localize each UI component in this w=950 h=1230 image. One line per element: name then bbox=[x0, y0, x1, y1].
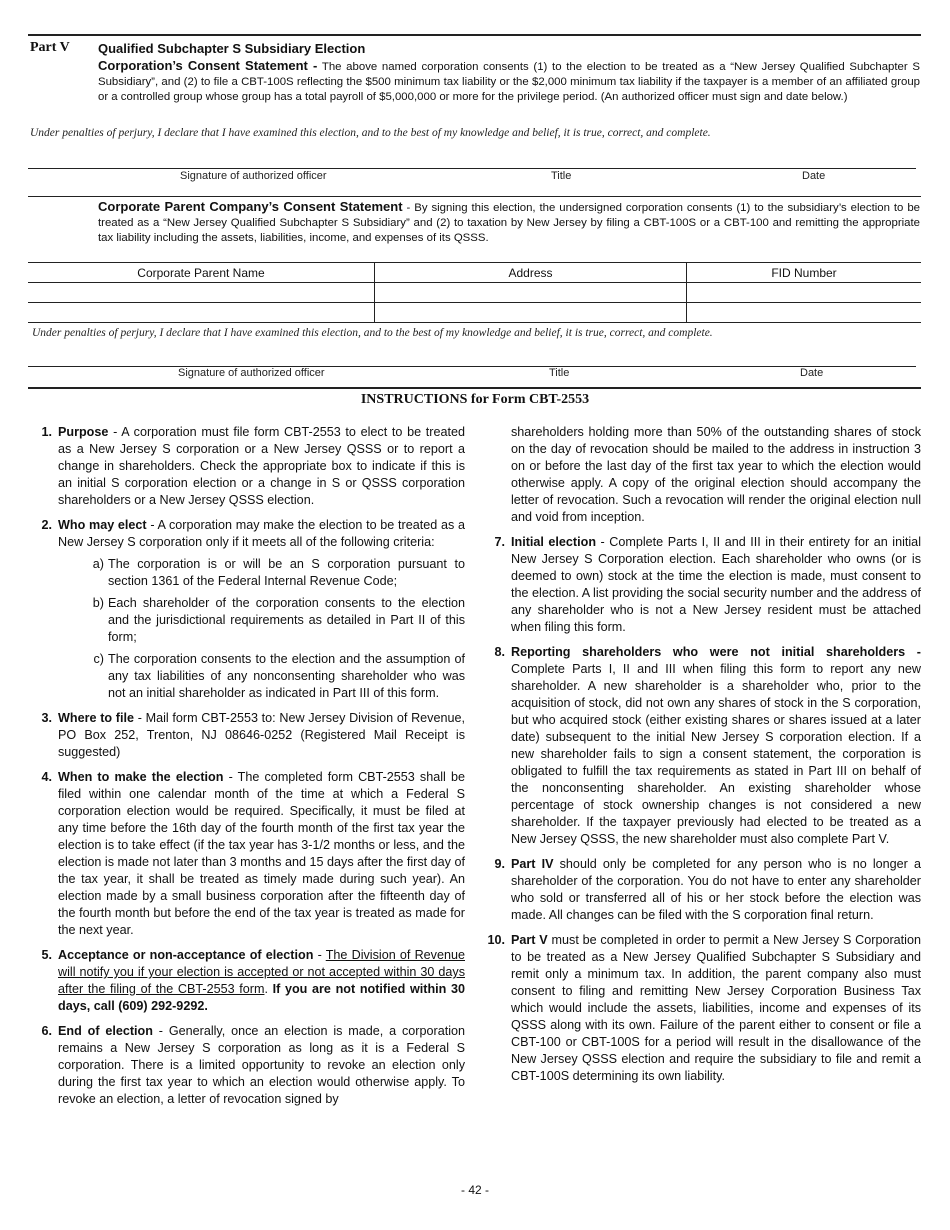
instructions-right-column bbox=[485, 424, 921, 1093]
parent-consent-heading: Corporate Parent Company’s Consent Statement bbox=[98, 199, 403, 214]
col-address: Address bbox=[375, 263, 687, 283]
parent-name-field[interactable] bbox=[28, 303, 375, 323]
signature-line-2[interactable] bbox=[28, 366, 916, 367]
instruction-number: 3. bbox=[41, 711, 52, 725]
signature-officer-label-1: Signature of authorized officer bbox=[180, 170, 327, 182]
instruction-3 bbox=[32, 710, 465, 761]
instruction-lead: Initial election bbox=[511, 535, 597, 549]
instruction-dash: - bbox=[313, 948, 326, 962]
parent-consent-statement bbox=[98, 199, 920, 246]
instruction-6 bbox=[32, 1023, 465, 1108]
instruction-text: - Generally, once an election is made, a corporation remains a New Jersey S corporation as long as it is a Federal S corporation. There is a limited opportunity to revoke an election only during the first tax year to which an election would otherwise apply. To revoke an election, a letter of revocation signed by bbox=[58, 1024, 465, 1106]
criteria-a bbox=[74, 556, 465, 590]
title-label-2: Title bbox=[549, 367, 570, 379]
instruction-text: - A corporation must file form CBT-2553 to elect to be treated as a New Jersey S corporation or a New Jersey QSSS or to report a change in shareholders. Check the appropriate box to indicate if this is an initial S corporation election or a change in S or QSSS corporation shareholders or a New Jersey QSSS election. bbox=[58, 425, 465, 507]
instruction-lead: Part V bbox=[511, 933, 548, 947]
instructions-title: INSTRUCTIONS for Form CBT-2553 bbox=[360, 392, 590, 407]
criteria-text: The corporation is or will be an S corporation pursuant to section 1361 of the Federal Internal Revenue Code; bbox=[108, 557, 465, 588]
fid-number-field[interactable] bbox=[687, 303, 922, 323]
corporation-consent-heading: Corporation’s Consent Statement - bbox=[98, 58, 318, 73]
parent-name-field[interactable] bbox=[28, 283, 375, 303]
corporation-consent-statement bbox=[98, 58, 920, 105]
criteria-text: Each shareholder of the corporation consents to the election and the jurisdictional requirements as detailed in Part II of this form; bbox=[108, 596, 465, 644]
instruction-number: 10. bbox=[487, 933, 505, 947]
instruction-number: 4. bbox=[41, 770, 52, 784]
instruction-1 bbox=[32, 424, 465, 509]
criteria-b bbox=[74, 595, 465, 646]
parent-consent-text: - By signing this election, the undersigned corporation consents (1) to the subsidiary’s election to be treated as a “New Jersey Qualified Subchapter S Subsidiary” and (2) to taxation by New Jersey by filing a CBT-100S or a CBT-100 and remitting the appropriate tax liability including the assets, liabilities, income, and expenses of its QSSS. bbox=[98, 202, 920, 244]
instructions-top-rule bbox=[28, 387, 921, 389]
instruction-4 bbox=[32, 769, 465, 939]
col-corporate-parent-name: Corporate Parent Name bbox=[28, 263, 375, 283]
instruction-text: should only be completed for any person who is no longer a shareholder of the corporation. You do not have to enter any shareholder who sold or transferred all of his or her stock before the election was made. All changes can be filed with the S corporation final return. bbox=[511, 857, 921, 922]
instruction-10 bbox=[485, 932, 921, 1085]
criteria-c bbox=[74, 651, 465, 702]
criteria-text: The corporation consents to the election and the assumption of any tax liabilities of any nonconsenting shareholder who was not an initial shareholder as indicated in Part III of this form. bbox=[108, 652, 465, 700]
instruction-lead: Who may elect bbox=[58, 518, 147, 532]
instruction-text: - A corporation may make the election to be treated as a New Jersey S corporation only if it meets all of the following criteria: bbox=[58, 518, 465, 549]
title-label-1: Title bbox=[551, 170, 572, 182]
address-field[interactable] bbox=[375, 303, 687, 323]
instruction-7 bbox=[485, 534, 921, 636]
instruction-number: 9. bbox=[494, 857, 505, 871]
table-header-row bbox=[28, 263, 921, 283]
date-label-2: Date bbox=[800, 367, 824, 379]
top-rule bbox=[28, 34, 921, 36]
instruction-text: Complete Parts I, II and III when filing this form to report any new shareholder. A new shareholder is a shareholder who, prior to the acquisition of stock, did not own any shares of stock in the S corporation, but who acquired stock (either existing shares or shares issued at a later date) subsequent to the initial New Jersey S corporation election. If a new shareholder fails to sign a consent statement, the corporation is obligated to fulfill the tax requirements as stated in Part III on behalf of the nonconsenting shareholder. An existing shareholder whose percentage of stock ownership changes is not considered a new shareholder. If the taxpayer previously had elected to be treated as a New Jersey QSSS, the new shareholder must also complete Part V. bbox=[511, 662, 921, 846]
instruction-5 bbox=[32, 947, 465, 1015]
criteria-letter: b) bbox=[92, 596, 104, 610]
part-v-title: Qualified Subchapter S Subsidiary Election bbox=[98, 41, 366, 56]
criteria-letter: a) bbox=[92, 557, 104, 571]
instruction-text: - Complete Parts I, II and III in their entirety for an initial New Jersey S Corporation election. Each shareholder who owns (or is deemed to own) stock at the time the election is made, must consent to the election. A list providing the social security number and the address of any shareholder who is not a New Jersey resident must be attached when filing this form. bbox=[511, 535, 921, 634]
corporate-parent-table bbox=[28, 262, 921, 323]
table-row bbox=[28, 283, 921, 303]
instruction-underlined-text: The Division of Revenue will notify you if your election is accepted or not accepted within 30 days after the filing of the CBT-2553 form bbox=[58, 948, 465, 996]
instruction-lead: End of election bbox=[58, 1024, 153, 1038]
instruction-lead: Reporting shareholders who were not initial shareholders - bbox=[511, 645, 921, 659]
instruction-number: 7. bbox=[494, 535, 505, 549]
signature-line-1[interactable] bbox=[28, 168, 916, 169]
address-field[interactable] bbox=[375, 283, 687, 303]
instruction-text: - The completed form CBT-2553 shall be filed within one calendar month of the time at which a Federal S corporation election would be required. Specifically, it must be filed at any time before the 16th day of the fourth month of the first tax year the election is to take effect (if the tax year has 3-1/2 months or less, and the election is made not later than 3 months and 15 days after the first day of the tax year, it shall be treated as timely made during such year). An election made by a small business corporation after the fifteenth day of the fourth month but before the end of the tax year is treated as made for the next year. bbox=[58, 770, 465, 937]
instruction-8 bbox=[485, 644, 921, 848]
instruction-number: 5. bbox=[41, 948, 52, 962]
criteria-letter: c) bbox=[93, 652, 104, 666]
instruction-lead: Part IV bbox=[511, 857, 554, 871]
divider-rule bbox=[28, 196, 921, 197]
part-v-label: Part V bbox=[30, 40, 70, 55]
instruction-6-continued: shareholders holding more than 50% of the outstanding shares of stock on the day of revocation should be mailed to the address in instruction 3 on or before the last day of the first tax year to which the election would otherwise apply. A copy of the original election should accompany the letter of revocation. Such a revocation will render the original election null and void from inception. bbox=[511, 425, 921, 524]
instruction-number: 1. bbox=[41, 425, 52, 439]
fid-number-field[interactable] bbox=[687, 283, 922, 303]
instruction-lead: Where to file bbox=[58, 711, 134, 725]
perjury-statement-2: Under penalties of perjury, I declare that I have examined this election, and to the best of my knowledge and belief, it is true, correct, and complete. bbox=[32, 327, 713, 339]
instruction-number: 2. bbox=[41, 518, 52, 532]
instruction-bold-text: If you are not notified within 30 days, call (609) 292-9292. bbox=[58, 982, 465, 1013]
instruction-number: 6. bbox=[41, 1024, 52, 1038]
perjury-statement-1: Under penalties of perjury, I declare that I have examined this election, and to the best of my knowledge and belief, it is true, correct, and complete. bbox=[30, 127, 711, 139]
instruction-period: . bbox=[264, 982, 273, 996]
instruction-lead: When to make the election bbox=[58, 770, 224, 784]
instructions-left-column bbox=[32, 424, 465, 1116]
page-number: - 42 - bbox=[460, 1183, 489, 1197]
instruction-2 bbox=[32, 517, 465, 702]
instruction-9 bbox=[485, 856, 921, 924]
instruction-text: must be completed in order to permit a New Jersey S Corporation to be treated as a New Jersey Qualified Subchapter S Subsidiary and remit only a minimum tax. In addition, the parent company also must consent to filing and remitting New Jersey Corporation Business Tax which would include the assets, liabilities, income and expenses of its QSSS along with its own. Failure of the parent either to consent or file a CBT-100 or CBT-100S for a period will result in the disallowance of the New Jersey QSSS election and require the subsidiary to file and remit a CBT-100S determining its own liability. bbox=[511, 933, 921, 1083]
table-row bbox=[28, 303, 921, 323]
instruction-text: - Mail form CBT-2553 to: New Jersey Division of Revenue, PO Box 252, Trenton, NJ 08646-0252 (Registered Mail Receipt is suggested) bbox=[58, 711, 465, 759]
instruction-lead: Purpose bbox=[58, 425, 109, 439]
instruction-lead: Acceptance or non-acceptance of election bbox=[58, 948, 314, 962]
instruction-number: 8. bbox=[494, 645, 505, 659]
date-label-1: Date bbox=[802, 170, 826, 182]
col-fid-number: FID Number bbox=[687, 263, 922, 283]
signature-officer-label-2: Signature of authorized officer bbox=[178, 367, 325, 379]
corporation-consent-text: The above named corporation consents (1) to the election to be treated as a “New Jersey Qualified Subchapter S Subsidiary”, and (2) to file a CBT-100S reflecting the $500 minimum tax liability or the $2,000 minimum tax liability if the taxpayer is a member of an affiliated group or a controlled group whose group has a total payroll of $5,000,000 or more for the privilege period. (An authorized officer must sign and date below.) bbox=[98, 61, 920, 103]
